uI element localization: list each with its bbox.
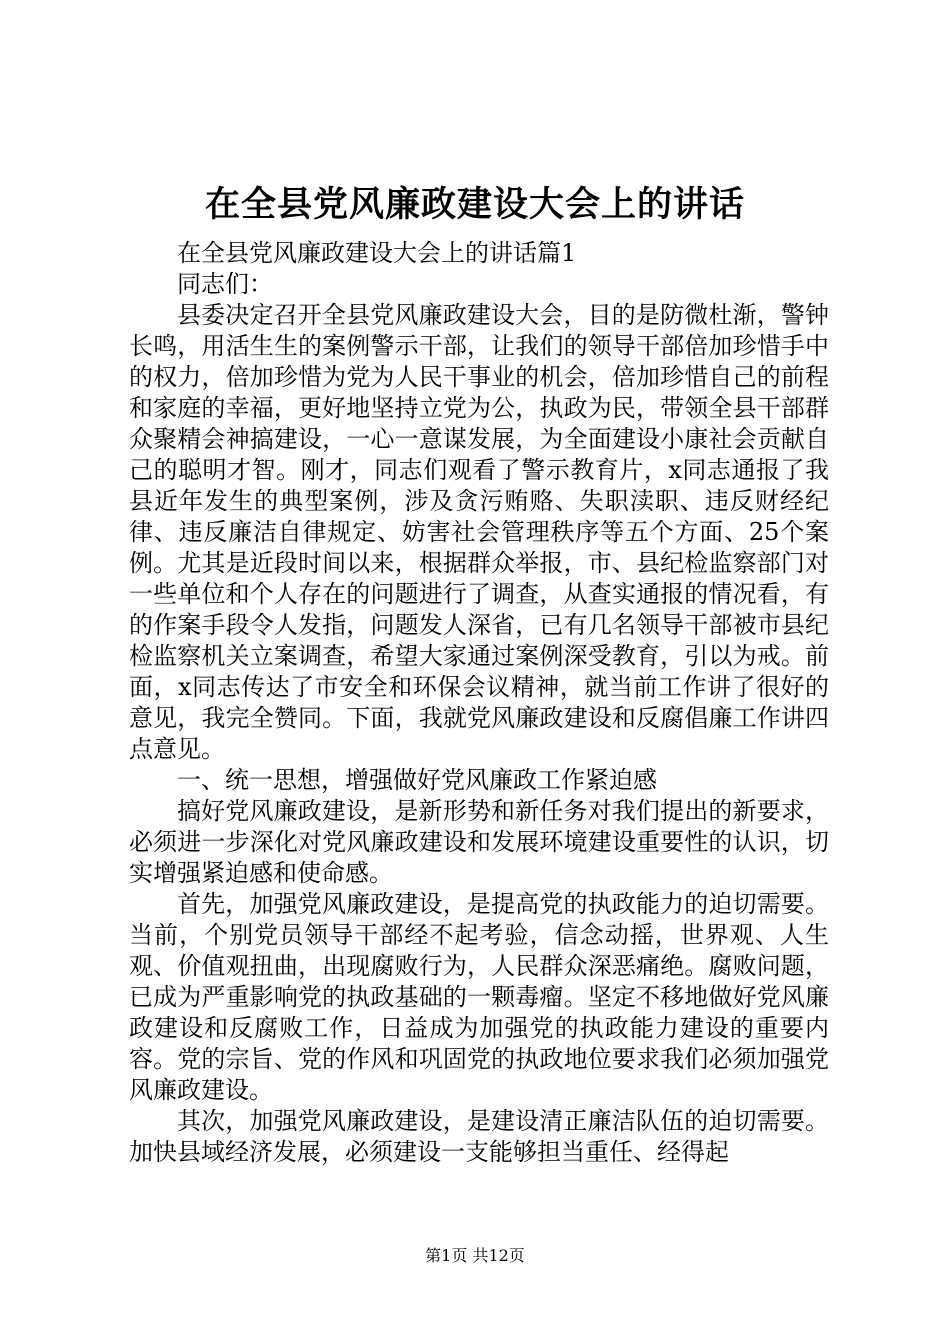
body-paragraph: 搞好党风廉政建设，是新形势和新任务对我们提出的新要求，必须进一步深化对党风廉政建设和发展环境建设重要性的认识，切实增强紧迫感和使命感。 — [129, 797, 829, 887]
body-paragraph: 首先，加强党风廉政建设，是提高党的执政能力的迫切需要。当前，个别党员领导干部经不起考验，信念动摇，世界观、人生观、价值观扭曲，出现腐败行为，人民群众深恶痛绝。腐败问题，已成为严重影响党的执政基础的一颗毒瘤。坚定不移地做好党风廉政建设和反腐败工作，日益成为加强党的执政能力建设的重要内容。党的宗旨、党的作风和巩固党的执政地位要求我们必须加强党风廉政建设。 — [129, 890, 829, 1104]
document-body — [129, 238, 829, 1168]
document-title: 在全县党风廉政建设大会上的讲话 — [204, 184, 745, 225]
body-paragraph: 其次，加强党风廉政建设，是建设清正廉洁队伍的迫切需要。加快县域经济发展，必须建设一支能够担当重任、经得起 — [129, 1107, 829, 1166]
page-footer: 第1页 共12页 — [425, 1246, 525, 1265]
subsection-heading: 一、统一思想，增强做好党风廉政工作紧迫感 — [177, 766, 657, 794]
body-paragraph: 县委决定召开全县党风廉政建设大会，目的是防微杜渐，警钟长鸣，用活生生的案例警示干部，让我们的领导干部倍加珍惜手中的权力，倍加珍惜为党为人民干事业的机会，倍加珍惜自己的前程和家庭的幸福，更好地坚持立党为公，执政为民，带领全县干部群众聚精会神搞建设，一心一意谋发展，为全面建设小康社会贡献自己的聪明才智。刚才，同志们观看了警示教育片，x同志通报了我县近年发生的典型案例，涉及贪污贿赂、失职渎职、违反财经纪律、违反廉洁自律规定、妨害社会管理秩序等五个方面、25个案例。尤其是近段时间以来，根据群众举报，市、县纪检监察部门对一些单位和个人存在的问题进行了调查，从查实通报的情况看，有的作案手段令人发指，问题发人深省，已有几名领导干部被市县纪检监察机关立案调查，希望大家通过案例深受教育，引以为戒。前面，x同志传达了市安全和环保会议精神，就当前工作讲了很好的意见，我完全赞同。下面，我就党风廉政建设和反腐倡廉工作讲四点意见。 — [129, 301, 829, 763]
salutation: 同志们： — [177, 270, 273, 298]
section-heading: 在全县党风廉政建设大会上的讲话篇1 — [177, 239, 577, 267]
